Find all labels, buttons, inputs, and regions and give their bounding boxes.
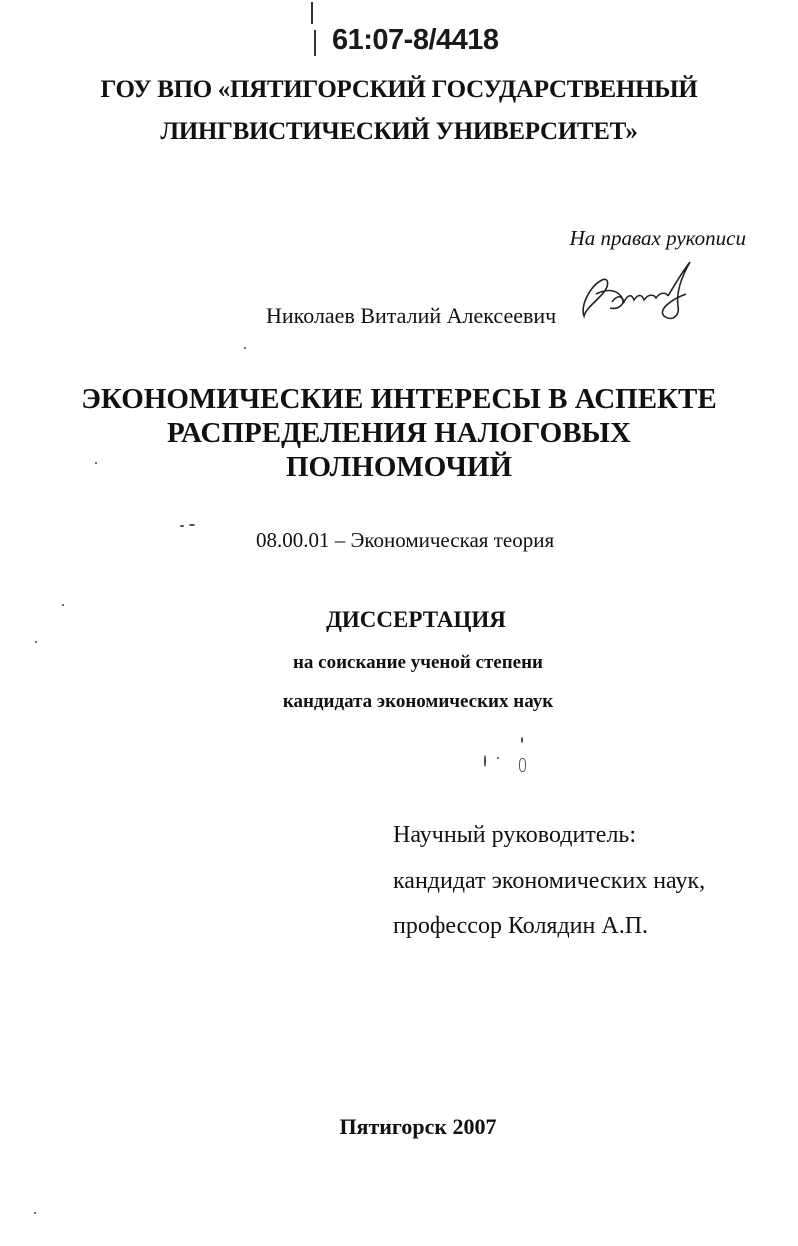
degree-line-2: кандидата экономических наук [282, 691, 554, 712]
organization-line-2: ЛИНГВИСТИЧЕСКИЙ УНИВЕРСИТЕТ» [160, 118, 638, 145]
dissertation-title-line-2: РАСПРЕДЕЛЕНИЯ НАЛОГОВЫХ [167, 417, 631, 449]
dissertation-heading: ДИССЕРТАЦИЯ [326, 607, 506, 632]
dissertation-title-line-3: ПОЛНОМОЧИЙ [286, 451, 512, 483]
scan-speck [62, 604, 64, 606]
degree-line-1: на соискание ученой степени [292, 652, 543, 673]
scan-speck [519, 758, 526, 772]
catalog-number: 61:07-8/4418 [332, 24, 499, 56]
dissertation-title-line-1: ЭКОНОМИЧЕСКИЕ ИНТЕРЕСЫ В АСПЕКТЕ [81, 383, 717, 415]
scan-artifact-line [314, 30, 316, 56]
author-signature [578, 258, 698, 324]
scan-speck [189, 524, 195, 526]
advisor-name: профессор Колядин А.П. [393, 913, 649, 939]
scan-speck [244, 347, 246, 349]
scan-artifact-line [311, 2, 313, 24]
scan-speck [484, 755, 486, 767]
manuscript-rights-note: На правах рукописи [569, 226, 746, 250]
specialty-code: 08.00.01 – Экономическая теория [256, 528, 555, 552]
scan-speck [34, 1212, 36, 1214]
scan-speck [35, 641, 37, 643]
scan-speck [180, 525, 184, 527]
scan-speck [497, 757, 499, 759]
author-name: Николаев Виталий Алексеевич [266, 303, 557, 328]
organization-line-1: ГОУ ВПО «ПЯТИГОРСКИЙ ГОСУДАРСТВЕННЫЙ [100, 76, 698, 103]
scan-speck [521, 737, 523, 743]
advisor-label: Научный руководитель: [393, 822, 637, 848]
advisor-degree: кандидат экономических наук, [393, 868, 706, 894]
city-year: Пятигорск 2007 [339, 1114, 497, 1139]
